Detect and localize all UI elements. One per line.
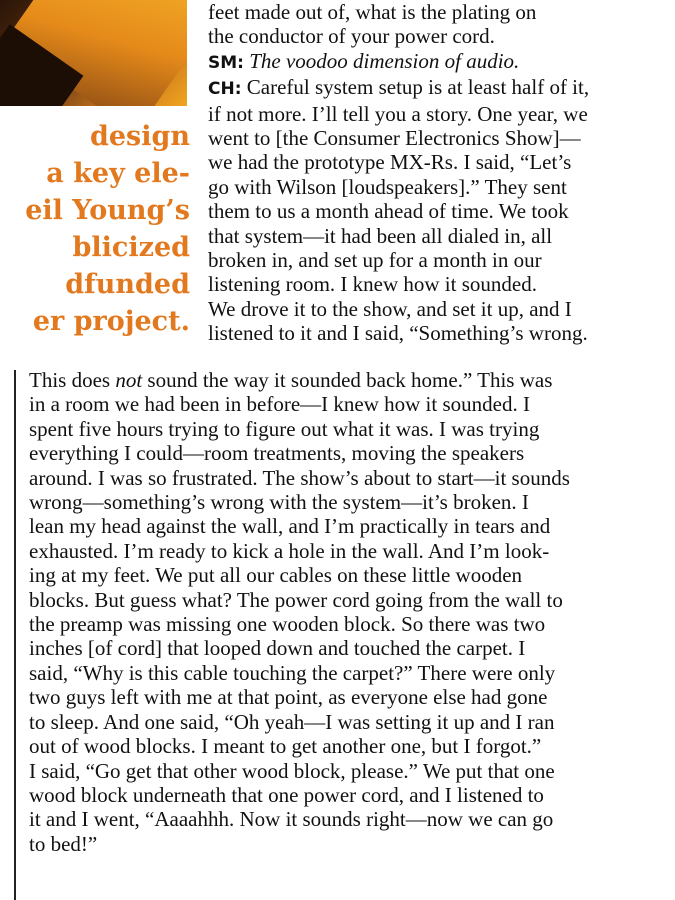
text-line: broken in, and set up for a month in our <box>208 248 542 273</box>
text-line: exhausted. I’m ready to kick a hole in the wall. And I’m look- <box>29 538 550 563</box>
text-line: go with Wilson [loudspeakers].” They sent <box>208 174 567 199</box>
text-line: in a room we had been in before—I knew how it sounded. I <box>29 392 530 417</box>
text-line: listened to it and I said, “Something’s wrong. <box>208 321 588 346</box>
text-line: the conductor of your power cord. <box>208 24 495 49</box>
text-line: everything I could—room treatments, moving the speakers <box>29 441 525 466</box>
text-line: We drove it to the show, and set it up, and I <box>208 296 572 321</box>
ch-answer-text: Careful system setup is at least half of it, <box>241 75 590 100</box>
pull-quote-line: er project. <box>32 306 190 337</box>
text-line: feet made out of, what is the plating on <box>208 0 537 24</box>
text-line: if not more. I’ll tell you a story. One year, we <box>208 101 588 126</box>
text-line: went to [the Consumer Electronics Show]— <box>208 126 581 151</box>
sm-question-text: The voodoo dimension of audio. <box>249 48 520 73</box>
text-line: I said, “Go get that other wood block, please.” We put that one <box>29 758 555 783</box>
text-line: to sleep. And one said, “Oh yeah—I was setting it up and I ran <box>29 709 555 734</box>
pull-quote-line: design <box>89 121 190 152</box>
text-line: we had the prototype MX-Rs. I said, “Let’s <box>208 150 572 175</box>
text-line: the preamp was missing one wooden block. So there was two <box>29 612 546 637</box>
text-line: ing at my feet. We put all our cables on these little wooden <box>29 563 523 588</box>
pull-quote-line: dfunded <box>65 269 190 300</box>
text-line: lean my head against the wall, and I’m practically in tears and <box>29 514 551 539</box>
ch-answer-first-line <box>208 75 670 101</box>
text-line: spent five hours trying to figure out what it was. I was trying <box>29 416 540 441</box>
sm-question <box>208 49 670 75</box>
text-line: inches [of cord] that looped down and touched the carpet. I <box>29 636 526 661</box>
text-line: out of wood blocks. I meant to get another one, but I forgot.” <box>29 734 542 759</box>
emphasis: not <box>115 368 143 392</box>
speaker-label-ch: CH: <box>208 79 242 100</box>
text-line: them to us a month ahead of time. We took <box>208 199 569 224</box>
text-line: blocks. But guess what? The power cord going from the wall to <box>29 587 563 612</box>
main-text-column <box>29 368 670 856</box>
article-photo <box>0 0 187 106</box>
pull-quote <box>0 118 190 340</box>
text-line: wrong—something’s wrong with the system—it’s broken. I <box>29 490 529 515</box>
text-line: listening room. I knew how it sounded. <box>208 272 537 297</box>
pull-quote-line: blicized <box>72 232 190 263</box>
pull-quote-line: eil Young’s <box>25 195 190 226</box>
text-line: two guys left with me at that point, as everyone else had gone <box>29 685 548 710</box>
text-line: that system—it had been all dialed in, all <box>208 223 553 248</box>
text-line: wood block underneath that one power cord, and I listened to <box>29 782 544 807</box>
text-line: to bed!” <box>29 831 98 856</box>
text-line: This does not sound the way it sounded back home.” This was <box>29 368 553 392</box>
text-line: around. I was so frustrated. The show’s about to start—it sounds <box>29 465 570 490</box>
speaker-label-sm: SM: <box>208 52 244 73</box>
text-line: said, “Why is this cable touching the carpet?” There were only <box>29 660 556 685</box>
column-rule <box>14 370 16 900</box>
top-text-column <box>208 0 670 346</box>
text-line: it and I went, “Aaaahhh. Now it sounds right—now we can go <box>29 807 554 832</box>
pull-quote-line: a key ele- <box>46 158 190 189</box>
